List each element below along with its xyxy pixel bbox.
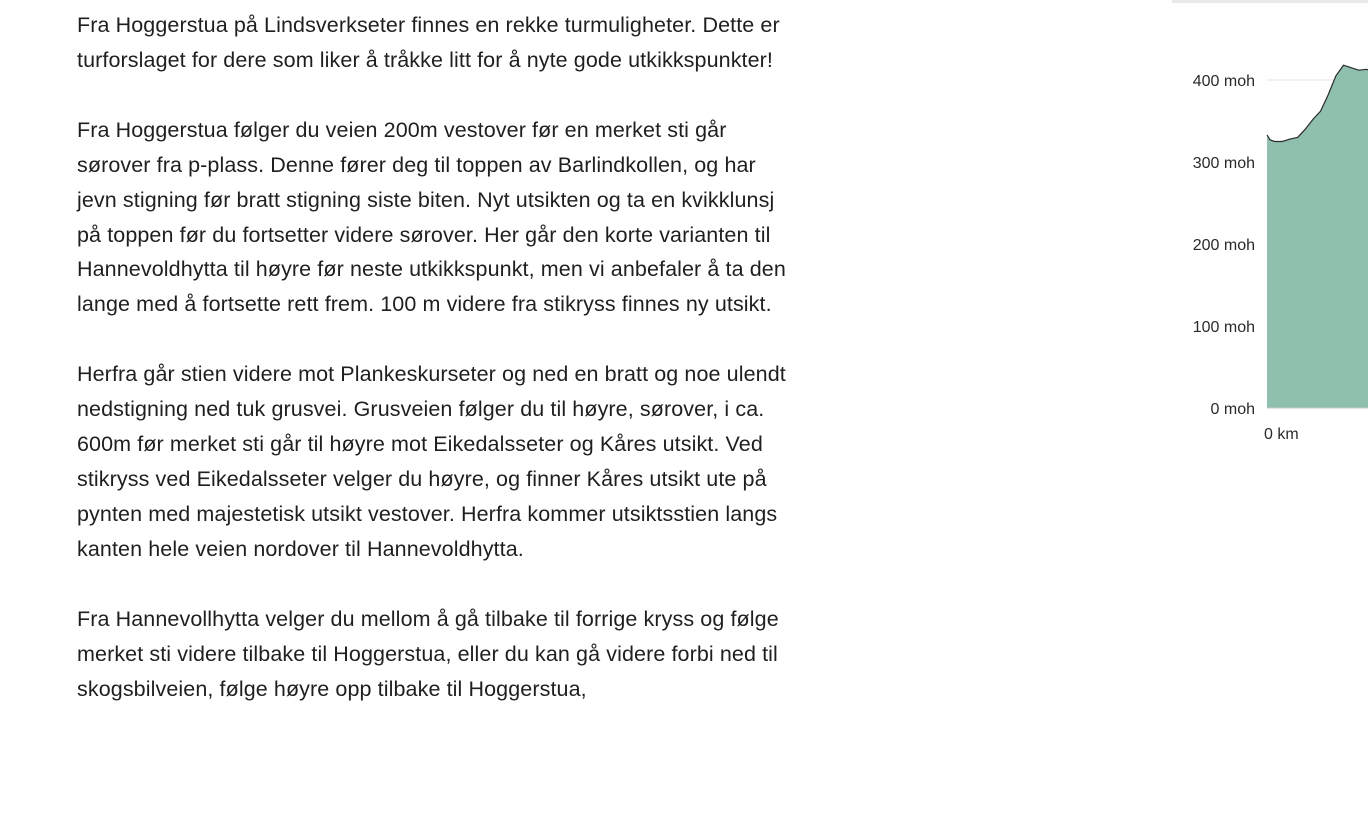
y-tick-label: 300 moh — [1192, 155, 1255, 172]
paragraph-intro: Fra Hoggerstua på Lindsverkseter finnes en rekke turmuligheter. Dette er turforslaget for dere som liker å tråkke litt for å nyte gode utkikkspunkter! — [77, 13, 780, 72]
y-tick-label: 100 moh — [1192, 319, 1255, 336]
paragraph-route-start: Fra Hoggerstua følger du veien 200m vestover før en merket sti går sørover fra p-plass. Denne fører deg til toppen av Barlindkollen, og har jevn stigning før bratt stigning siste biten. Nyt utsikten og ta en kvikklunsj på toppen før du fortsetter videre sørover. Her går den korte varianten til Hannevoldhytta til høyre før neste utkikkspunkt, men vi anbefaler å ta den lange med å fortsette rett frem. 100 m videre fra stikryss finnes ny utsikt. — [77, 117, 786, 317]
paragraph-route-end: Fra Hannevollhytta velger du mellom å gå tilbake til forrige kryss og følge merket sti videre tilbake til Hoggerstua, eller du kan gå videre forbi ned til skogsbilveien, følge høyre opp tilbake til Hoggerstua, — [77, 606, 779, 701]
y-tick-label: 0 moh — [1210, 401, 1255, 418]
elevation-area — [1267, 65, 1368, 408]
y-tick-label: 200 moh — [1192, 237, 1255, 254]
paragraph-route-middle: Herfra går stien videre mot Plankeskurseter og ned en bratt og noe ulendt nedstigning ned tuk grusvei. Grusveien følger du til høyre, sørover, i ca. 600m før merket sti går til høyre mot Eikedalsseter og Kåres utsikt. Ved stikryss ved Eikedalsseter velger du høyre, og finner Kåres utsikt ute på pynten med majestetisk utsikt vestover. Herfra kommer utsiktsstien langs kanten hele veien nordover til Hannevoldhytta. — [77, 362, 786, 561]
x-tick-label: 0 km — [1264, 426, 1299, 443]
y-tick-label: 400 moh — [1192, 73, 1255, 90]
sidebar-card-edge — [1172, 0, 1368, 3]
article-body — [77, 8, 797, 741]
elevation-profile-chart — [1170, 40, 1368, 460]
